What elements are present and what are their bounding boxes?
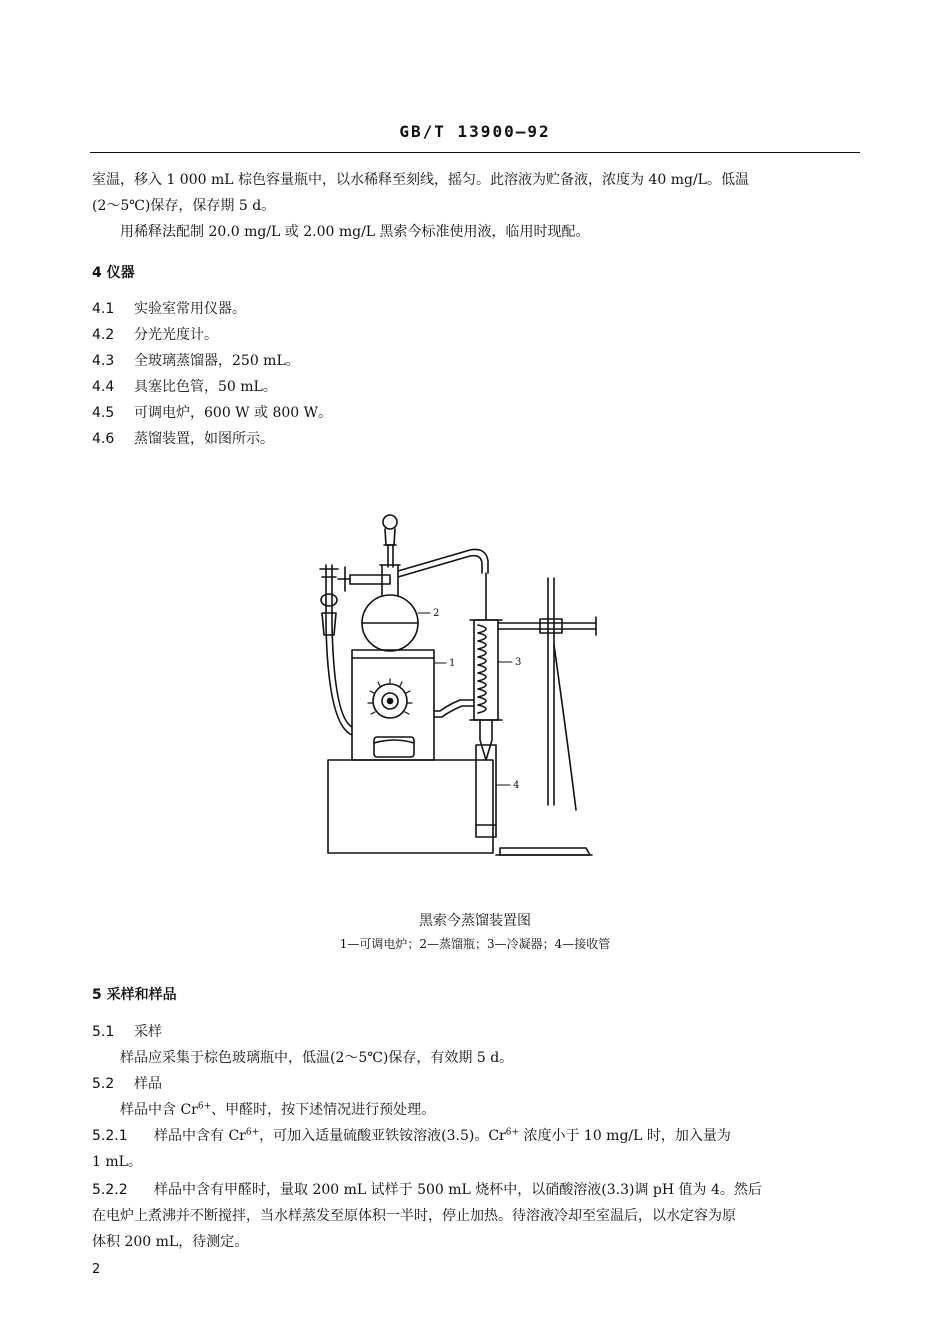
paragraph-line: 在电炉上煮沸并不断搅拌，当水样蒸发至原体积一半时，停止加热。待溶液冷却至室温后，以水定容为原 (92, 1208, 736, 1224)
section-4-heading: 4 仪器 (92, 265, 135, 281)
list-item: 4.4 具塞比色管，50 mL。 (92, 379, 277, 395)
paragraph-line: 样品中含 $Cr^{6+}$、甲醛时，按下述情况进行预处理。 (120, 1101, 436, 1118)
paragraph-line: 体积 200 mL，待测定。 (92, 1234, 249, 1250)
electric-furnace (352, 650, 434, 760)
figure-label-3: 3 (515, 657, 522, 668)
paragraph-line: 5.2.2 样品中含有甲醛时，量取 200 mL 试样于 500 mL 烧杯中，以硝酸溶液(3.3)调 pH 值为 4。然后 (92, 1182, 762, 1198)
base-box (328, 760, 493, 853)
paragraph-line: 1 mL。 (92, 1154, 142, 1170)
subsection-heading: 5.2 样品 (92, 1076, 162, 1092)
paragraph-line: 5.2.1 样品中含有 $Cr^{6+}$，可加入适量硫酸亚铁铵溶液(3.5)。$Cr^{6+}$ 浓度小于 10 mg/L 时，加入量为 (92, 1127, 731, 1144)
figure-caption-legend: 1—可调电炉；2—蒸馏瓶；3—冷凝器；4—接收管 (339, 937, 611, 951)
paragraph-line: 样品应采集于棕色玻璃瓶中，低温(2～5℃)保存，有效期 5 d。 (120, 1050, 514, 1066)
paragraph-line: 室温，移入 1 000 mL 棕色容量瓶中，以水稀释至刻线，摇匀。此溶液为贮备液，浓度为 40 mg/L。低温 (92, 172, 749, 188)
page-number: 2 (92, 1262, 101, 1277)
list-item: 4.3 全玻璃蒸馏器，250 mL。 (92, 353, 300, 369)
list-item: 4.2 分光光度计。 (92, 327, 218, 343)
subsection-heading: 5.1 采样 (92, 1024, 162, 1040)
page-header-code: GB/T 13900—92 (399, 122, 551, 141)
section-5-heading: 5 采样和样品 (92, 987, 177, 1003)
header-rule (90, 152, 860, 153)
list-item: 4.1 实验室常用仪器。 (92, 301, 246, 317)
list-item: 4.6 蒸馏装置，如图所示。 (92, 431, 274, 447)
figure-label-2: 2 (433, 608, 440, 619)
figure-label-4: 4 (513, 780, 520, 791)
paragraph-line: 用稀释法配制 20.0 mg/L 或 2.00 mg/L 黑索今标准使用液，临用时现配。 (120, 224, 590, 240)
figure-label-1: 1 (449, 658, 456, 669)
distillation-apparatus-figure (300, 505, 620, 875)
paragraph-line: (2～5℃)保存，保存期 5 d。 (92, 198, 276, 214)
figure-caption-title: 黑索今蒸馏装置图 (419, 913, 531, 929)
list-item: 4.5 可调电炉，600 W 或 800 W。 (92, 405, 333, 421)
